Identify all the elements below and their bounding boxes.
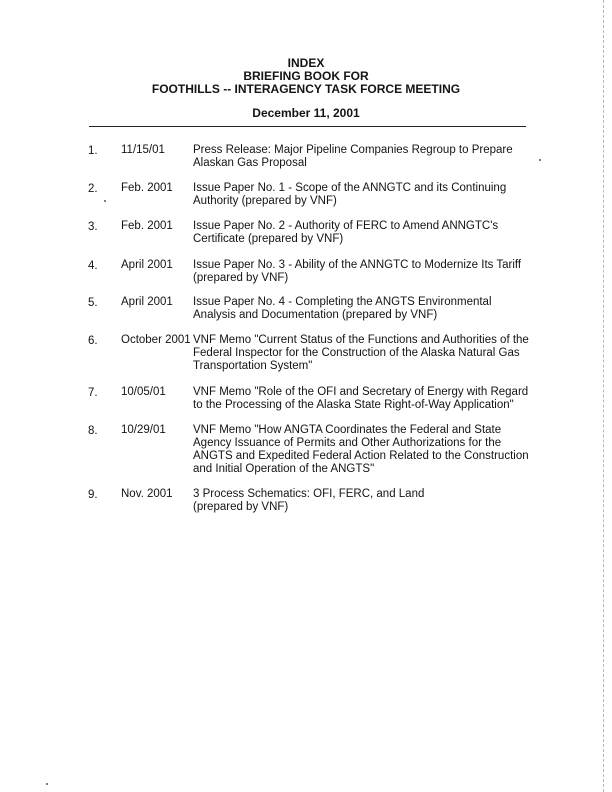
entry-description-line: Transportation System" xyxy=(193,360,313,372)
index-title: INDEX xyxy=(287,56,325,70)
entry-description xyxy=(193,144,523,170)
entry-description-line: Issue Paper No. 2 - Authority of FERC to Amend ANNGTC's xyxy=(193,220,499,232)
briefing-book-heading: BRIEFING BOOK FOR xyxy=(243,69,369,83)
entry-date: 10/05/01 xyxy=(121,386,166,398)
entry-date: Feb. 2001 xyxy=(121,182,173,194)
entry-date: Feb. 2001 xyxy=(121,220,173,232)
entry-description xyxy=(193,424,529,476)
entry-number: 6. xyxy=(88,335,98,347)
entry-description xyxy=(193,386,529,412)
entry-description xyxy=(193,259,523,285)
entry-number: 1. xyxy=(88,145,98,157)
entry-description-line: Issue Paper No. 3 - Ability of the ANNGTC to Modernize Its Tariff xyxy=(193,259,522,271)
scan-edge-line xyxy=(603,0,604,792)
entry-description xyxy=(193,296,523,322)
entry-description-line: VNF Memo "How ANGTA Coordinates the Federal and State xyxy=(193,424,502,436)
scan-speck xyxy=(539,159,541,161)
entry-description-line: Issue Paper No. 1 - Scope of the ANNGTC and its Continuing xyxy=(193,182,507,194)
entry-date: April 2001 xyxy=(121,296,173,308)
entry-description xyxy=(193,220,523,246)
entry-number: 2. xyxy=(88,183,98,195)
entry-description-line: 3 Process Schematics: OFI, FERC, and Land xyxy=(193,488,425,500)
entry-number: 9. xyxy=(88,489,98,501)
header-divider xyxy=(89,126,526,127)
entry-date: 11/15/01 xyxy=(121,144,165,156)
entry-number: 3. xyxy=(88,221,98,233)
entry-description-line: Federal Inspector for the Construction of the Alaska Natural Gas xyxy=(193,347,520,359)
scan-speck xyxy=(46,783,48,785)
meeting-heading: FOOTHILLS -- INTERAGENCY TASK FORCE MEETING xyxy=(151,82,461,96)
entry-description-line: VNF Memo "Role of the OFI and Secretary of Energy with Regard xyxy=(193,386,529,398)
entry-description xyxy=(193,488,523,514)
entry-description-line: VNF Memo "Current Status of the Functions and Authorities of the xyxy=(193,334,529,346)
entry-description-line: ANGTS and Expedited Federal Action Related to the Construction xyxy=(193,450,529,462)
entry-date: October 2001 xyxy=(121,334,191,346)
entry-date: Nov. 2001 xyxy=(121,488,173,500)
entry-date: 10/29/01 xyxy=(121,424,166,436)
entry-date: April 2001 xyxy=(121,259,173,271)
entry-number: 4. xyxy=(88,260,98,272)
entry-number: 5. xyxy=(88,297,98,309)
entry-description-line: Analysis and Documentation (prepared by VNF) xyxy=(193,309,438,321)
entry-description-line: Alaskan Gas Proposal xyxy=(193,157,307,169)
entry-description-line: (prepared by VNF) xyxy=(193,272,289,284)
entry-description xyxy=(193,334,529,373)
entry-description-line: Press Release: Major Pipeline Companies Regroup to Prepare xyxy=(193,144,513,156)
entry-description-line: to the Processing of the Alaska State Right-of-Way Application" xyxy=(193,399,514,411)
entry-description-line: Agency Issuance of Permits and Other Authorizations for the xyxy=(193,437,502,449)
entry-description-line: Issue Paper No. 4 - Completing the ANGTS Environmental xyxy=(193,296,492,308)
meeting-date: December 11, 2001 xyxy=(252,106,360,120)
entry-description-line: (prepared by VNF) xyxy=(193,501,289,513)
entry-description xyxy=(193,182,523,208)
entry-description-line: Authority (prepared by VNF) xyxy=(193,195,337,207)
entry-number: 7. xyxy=(88,387,98,399)
entry-description-line: and Initial Operation of the ANGTS" xyxy=(193,463,375,475)
scan-speck xyxy=(104,200,106,202)
entry-description-line: Certificate (prepared by VNF) xyxy=(193,233,344,245)
entry-number: 8. xyxy=(88,425,98,437)
